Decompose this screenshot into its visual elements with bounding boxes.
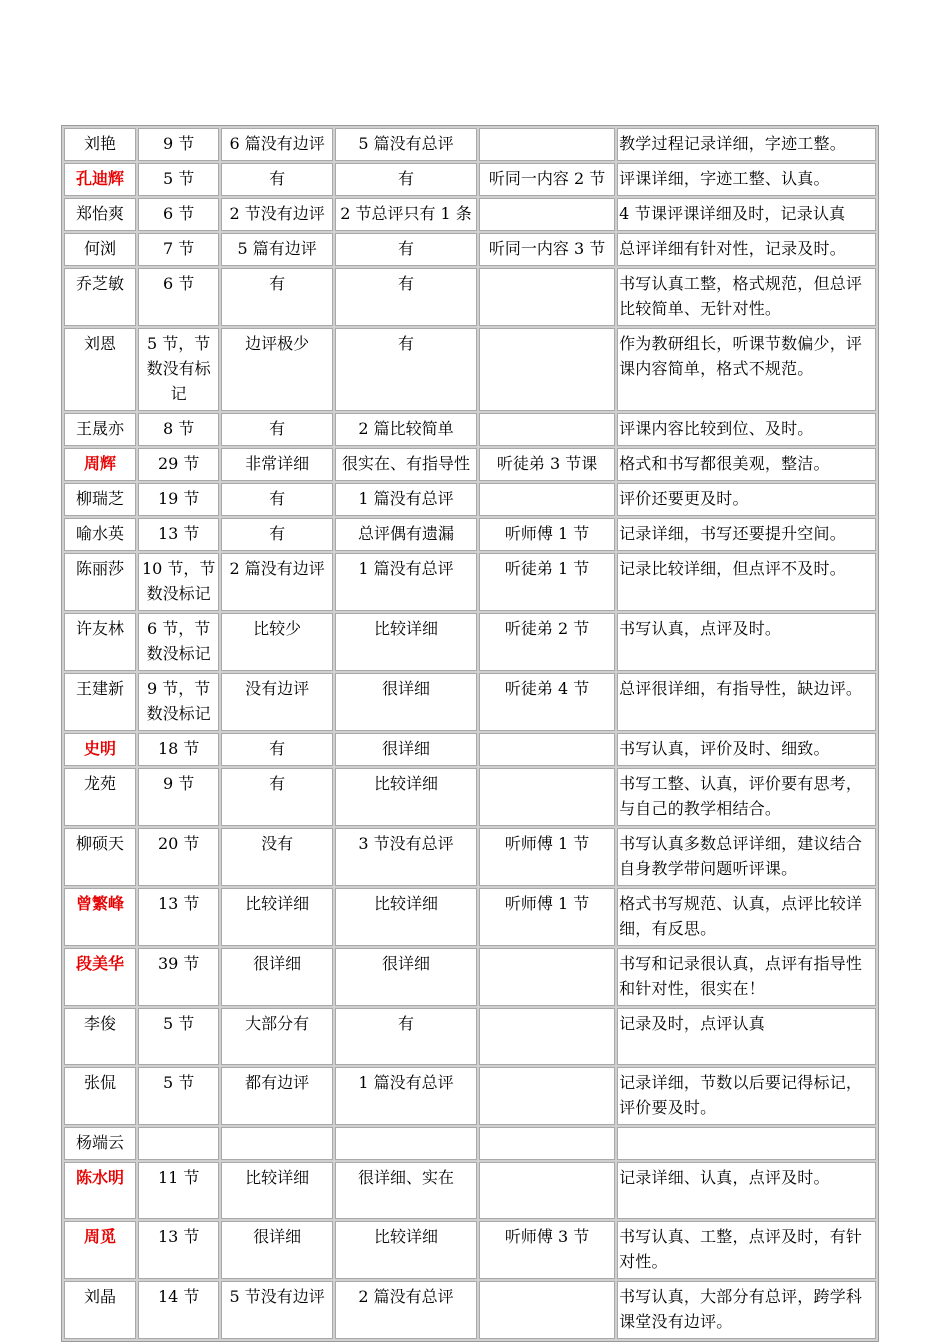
mentor-observation: [479, 733, 615, 766]
margin-comment-status: 有: [221, 268, 333, 326]
margin-comment-status: 比较详细: [221, 1162, 333, 1219]
evaluation-comment: 格式书写规范、认真，点评比较详细，有反思。: [617, 888, 876, 946]
evaluation-comment: 记录详细，节数以后要记得标记，评价要及时。: [617, 1067, 876, 1125]
table-row: [64, 768, 876, 826]
teacher-name: 孔迪辉: [64, 163, 136, 196]
evaluation-comment: 书写认真工整，格式规范，但总评比较简单、无针对性。: [617, 268, 876, 326]
lesson-count: 13 节: [138, 888, 219, 946]
summary-comment-status: 有: [335, 1008, 477, 1065]
evaluation-comment: 评课内容比较到位、及时。: [617, 413, 876, 446]
mentor-observation: [479, 128, 615, 161]
evaluation-comment: 记录详细、认真，点评及时。: [617, 1162, 876, 1219]
margin-comment-status: 边评极少: [221, 328, 333, 411]
table-row: [64, 128, 876, 161]
table-row: [64, 268, 876, 326]
summary-comment-status: 很实在、有指导性: [335, 448, 477, 481]
teacher-name: 许友林: [64, 613, 136, 671]
table-row: [64, 198, 876, 231]
teacher-name: 杨端云: [64, 1127, 136, 1160]
table-row: [64, 1127, 876, 1160]
mentor-observation: 听徒弟 3 节课: [479, 448, 615, 481]
teacher-name: 周辉: [64, 448, 136, 481]
mentor-observation: [479, 1067, 615, 1125]
evaluation-comment: 格式和书写都很美观，整洁。: [617, 448, 876, 481]
lesson-count: 6 节，节数没标记: [138, 613, 219, 671]
evaluation-comment: 评价还要更及时。: [617, 483, 876, 516]
margin-comment-status: 有: [221, 483, 333, 516]
margin-comment-status: 没有边评: [221, 673, 333, 731]
teacher-name: 柳瑞芝: [64, 483, 136, 516]
mentor-observation: 听师傅 1 节: [479, 888, 615, 946]
evaluation-comment: 书写和记录很认真，点评有指导性和针对性，很实在！: [617, 948, 876, 1006]
margin-comment-status: 有: [221, 163, 333, 196]
teacher-name: 史明: [64, 733, 136, 766]
summary-comment-status: 1 篇没有总评: [335, 483, 477, 516]
lesson-count: 9 节: [138, 128, 219, 161]
mentor-observation: 听同一内容 3 节: [479, 233, 615, 266]
teacher-name: 王晟亦: [64, 413, 136, 446]
mentor-observation: [479, 268, 615, 326]
evaluation-comment: 教学过程记录详细，字迹工整。: [617, 128, 876, 161]
lesson-count: 5 节，节数没有标记: [138, 328, 219, 411]
summary-comment-status: 1 篇没有总评: [335, 1067, 477, 1125]
lesson-count: 18 节: [138, 733, 219, 766]
lesson-count: 6 节: [138, 268, 219, 326]
margin-comment-status: 很详细: [221, 948, 333, 1006]
teacher-name: 郑怡爽: [64, 198, 136, 231]
evaluation-comment: 总评很详细，有指导性，缺边评。: [617, 673, 876, 731]
evaluation-comment: 书写工整、认真，评价要有思考，与自己的教学相结合。: [617, 768, 876, 826]
mentor-observation: [479, 1162, 615, 1219]
margin-comment-status: 6 篇没有边评: [221, 128, 333, 161]
margin-comment-status: 非常详细: [221, 448, 333, 481]
table-body: [64, 128, 876, 1339]
margin-comment-status: 有: [221, 768, 333, 826]
evaluation-comment: 书写认真、工整，点评及时，有针对性。: [617, 1221, 876, 1279]
margin-comment-status: 有: [221, 518, 333, 551]
mentor-observation: [479, 413, 615, 446]
teacher-name: 刘艳: [64, 128, 136, 161]
lesson-count: 20 节: [138, 828, 219, 886]
margin-comment-status: 很详细: [221, 1221, 333, 1279]
summary-comment-status: 总评偶有遗漏: [335, 518, 477, 551]
mentor-observation: 听师傅 1 节: [479, 518, 615, 551]
lesson-count: 9 节，节数没标记: [138, 673, 219, 731]
mentor-observation: [479, 1281, 615, 1339]
evaluation-comment: 4 节课评课详细及时，记录认真: [617, 198, 876, 231]
teacher-name: 王建新: [64, 673, 136, 731]
mentor-observation: 听同一内容 2 节: [479, 163, 615, 196]
table-row: [64, 1067, 876, 1125]
summary-comment-status: 有: [335, 328, 477, 411]
lesson-count: 7 节: [138, 233, 219, 266]
margin-comment-status: 2 篇没有边评: [221, 553, 333, 611]
summary-comment-status: 1 篇没有总评: [335, 553, 477, 611]
evaluation-comment: 记录详细，书写还要提升空间。: [617, 518, 876, 551]
summary-comment-status: 有: [335, 233, 477, 266]
margin-comment-status: 2 节没有边评: [221, 198, 333, 231]
evaluation-comment: 书写认真多数总评详细，建议结合自身教学带问题听评课。: [617, 828, 876, 886]
lesson-count: 5 节: [138, 1008, 219, 1065]
table-row: [64, 448, 876, 481]
evaluation-comment: [617, 1127, 876, 1160]
teacher-name: 周觅: [64, 1221, 136, 1279]
table-row: [64, 1162, 876, 1219]
evaluation-table: [61, 125, 879, 1342]
teacher-name: 刘恩: [64, 328, 136, 411]
table-row: [64, 163, 876, 196]
teacher-name: 李俊: [64, 1008, 136, 1065]
teacher-name: 喻水英: [64, 518, 136, 551]
mentor-observation: 听徒弟 4 节: [479, 673, 615, 731]
evaluation-comment: 记录及时，点评认真: [617, 1008, 876, 1065]
mentor-observation: [479, 1008, 615, 1065]
margin-comment-status: 有: [221, 413, 333, 446]
teacher-name: 陈水明: [64, 1162, 136, 1219]
table-row: [64, 1281, 876, 1339]
lesson-count: 5 节: [138, 163, 219, 196]
table-row: [64, 948, 876, 1006]
mentor-observation: [479, 483, 615, 516]
table-row: [64, 828, 876, 886]
teacher-name: 曾繁峰: [64, 888, 136, 946]
lesson-count: 29 节: [138, 448, 219, 481]
teacher-name: 何浏: [64, 233, 136, 266]
summary-comment-status: 3 节没有总评: [335, 828, 477, 886]
teacher-name: 刘晶: [64, 1281, 136, 1339]
teacher-name: 柳硕天: [64, 828, 136, 886]
lesson-count: 8 节: [138, 413, 219, 446]
margin-comment-status: 没有: [221, 828, 333, 886]
margin-comment-status: 5 篇有边评: [221, 233, 333, 266]
table-row: [64, 328, 876, 411]
summary-comment-status: 很详细: [335, 733, 477, 766]
mentor-observation: 听徒弟 1 节: [479, 553, 615, 611]
table-row: [64, 613, 876, 671]
table-row: [64, 233, 876, 266]
summary-comment-status: 很详细、实在: [335, 1162, 477, 1219]
table-row: [64, 518, 876, 551]
margin-comment-status: 比较详细: [221, 888, 333, 946]
table-row: [64, 553, 876, 611]
lesson-count: 9 节: [138, 768, 219, 826]
teacher-name: 龙苑: [64, 768, 136, 826]
table-row: [64, 1008, 876, 1065]
mentor-observation: [479, 198, 615, 231]
margin-comment-status: [221, 1127, 333, 1160]
lesson-count: 39 节: [138, 948, 219, 1006]
margin-comment-status: 比较少: [221, 613, 333, 671]
mentor-observation: [479, 328, 615, 411]
teacher-name: 陈丽莎: [64, 553, 136, 611]
summary-comment-status: 5 篇没有总评: [335, 128, 477, 161]
lesson-count: 14 节: [138, 1281, 219, 1339]
summary-comment-status: 2 篇比较简单: [335, 413, 477, 446]
summary-comment-status: 比较详细: [335, 888, 477, 946]
evaluation-comment: 记录比较详细，但点评不及时。: [617, 553, 876, 611]
summary-comment-status: 很详细: [335, 948, 477, 1006]
mentor-observation: 听师傅 1 节: [479, 828, 615, 886]
summary-comment-status: 有: [335, 163, 477, 196]
table-row: [64, 413, 876, 446]
table-row: [64, 888, 876, 946]
lesson-count: 13 节: [138, 1221, 219, 1279]
evaluation-comment: 书写认真，点评及时。: [617, 613, 876, 671]
summary-comment-status: 有: [335, 268, 477, 326]
teacher-name: 乔芝敏: [64, 268, 136, 326]
margin-comment-status: 大部分有: [221, 1008, 333, 1065]
table-row: [64, 483, 876, 516]
mentor-observation: 听徒弟 2 节: [479, 613, 615, 671]
summary-comment-status: 2 节总评只有 1 条: [335, 198, 477, 231]
lesson-count: 5 节: [138, 1067, 219, 1125]
evaluation-comment: 评课详细，字迹工整、认真。: [617, 163, 876, 196]
lesson-count: 10 节，节数没标记: [138, 553, 219, 611]
margin-comment-status: 有: [221, 733, 333, 766]
evaluation-comment: 总评详细有针对性，记录及时。: [617, 233, 876, 266]
mentor-observation: [479, 1127, 615, 1160]
lesson-count: 13 节: [138, 518, 219, 551]
mentor-observation: [479, 768, 615, 826]
teacher-name: 张侃: [64, 1067, 136, 1125]
evaluation-comment: 书写认真，评价及时、细致。: [617, 733, 876, 766]
margin-comment-status: 5 节没有边评: [221, 1281, 333, 1339]
mentor-observation: 听师傅 3 节: [479, 1221, 615, 1279]
lesson-count: 6 节: [138, 198, 219, 231]
table-row: [64, 673, 876, 731]
evaluation-comment: 作为教研组长，听课节数偏少，评课内容简单，格式不规范。: [617, 328, 876, 411]
summary-comment-status: 2 篇没有总评: [335, 1281, 477, 1339]
summary-comment-status: 比较详细: [335, 1221, 477, 1279]
table-row: [64, 733, 876, 766]
lesson-count: 19 节: [138, 483, 219, 516]
table-row: [64, 1221, 876, 1279]
evaluation-comment: 书写认真，大部分有总评，跨学科课堂没有边评。: [617, 1281, 876, 1339]
summary-comment-status: 比较详细: [335, 768, 477, 826]
teacher-name: 段美华: [64, 948, 136, 1006]
lesson-count: 11 节: [138, 1162, 219, 1219]
summary-comment-status: 比较详细: [335, 613, 477, 671]
summary-comment-status: [335, 1127, 477, 1160]
lesson-count: [138, 1127, 219, 1160]
mentor-observation: [479, 948, 615, 1006]
margin-comment-status: 都有边评: [221, 1067, 333, 1125]
summary-comment-status: 很详细: [335, 673, 477, 731]
